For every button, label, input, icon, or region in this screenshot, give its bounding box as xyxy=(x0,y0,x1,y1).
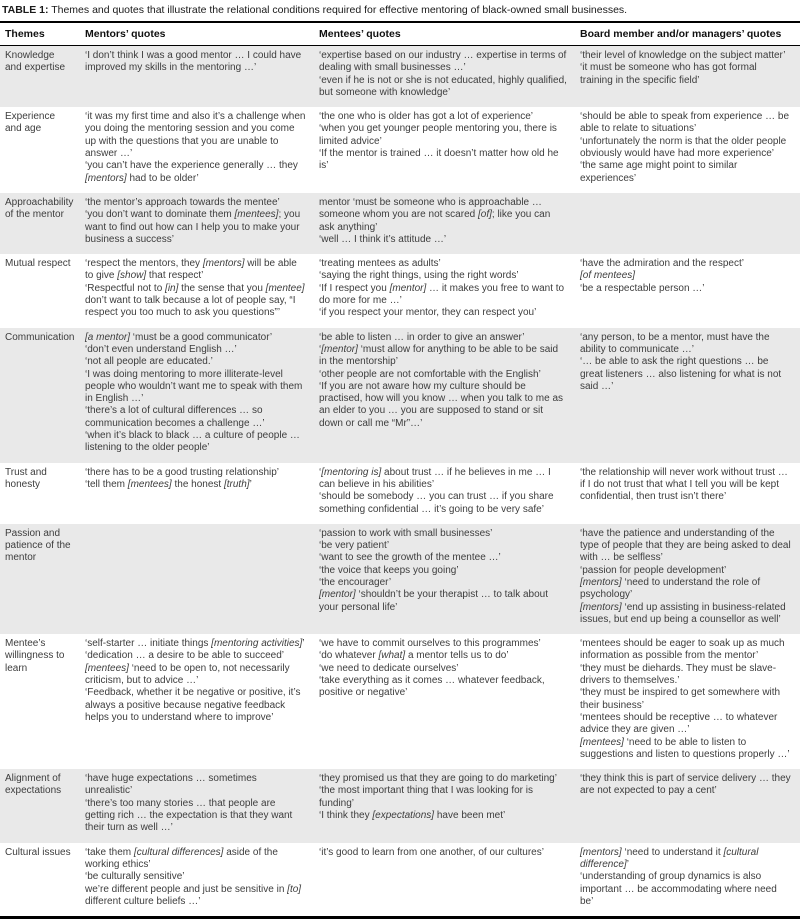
mentors-quotes-cell xyxy=(80,46,314,108)
mentors-quotes-cell xyxy=(80,634,314,769)
quote-line: ‘when you get younger people mentoring you, there is limited advice’ xyxy=(319,123,557,147)
table-row xyxy=(0,328,800,463)
quote-line: ‘the mentor’s approach towards the mentee’ xyxy=(85,196,280,208)
quote-line: ‘don’t even understand English …’ xyxy=(85,343,237,355)
quote-line: ‘it was my first time and also it’s a challenge when you doing the mentoring session and you come up with the questions that you are unable to answer …’ xyxy=(85,111,306,160)
theme-cell: Trust and honesty xyxy=(0,463,80,524)
quote-line: ‘when it’s black to black … a culture of people … listening to the older people’ xyxy=(85,430,300,454)
mentors-quotes-cell xyxy=(80,107,314,193)
quote-line: ‘have the patience and understanding of the type of people that they are being asked to deal with … be selfless’ xyxy=(580,527,791,564)
quote-line: ‘be culturally sensitive’ xyxy=(85,871,185,883)
quote-line: ‘take them [cultural differences] aside of the working ethics’ xyxy=(85,846,278,870)
quote-line: ‘expertise based on our industry … expertise in terms of dealing with small businesses …’ xyxy=(319,50,567,74)
quote-line: ‘have the admiration and the respect’ xyxy=(580,258,744,270)
board-quotes-cell xyxy=(575,254,800,327)
quote-line: ‘should be able to speak from experience … be able to relate to situations’ xyxy=(580,111,790,135)
table-row xyxy=(0,463,800,524)
quote-line: ‘Respectful not to [in] the sense that you [mentee] don’t want to talk because a lot of people say, “I respect you too much to ask you questions”’ xyxy=(85,282,305,319)
quote-line: ‘the relationship will never work without trust … if I do not trust that what I tell you will be kept confidential, then trust isn’t there’ xyxy=(580,466,788,503)
quote-line: we’re different people and just be sensitive in [to] different culture beliefs …’ xyxy=(85,883,302,907)
table-caption xyxy=(0,0,800,21)
mentees-quotes-cell xyxy=(314,769,575,842)
quote-line: [mentees] ‘need to be able to listen to suggestions and listen to questions properly …’ xyxy=(580,736,790,760)
mentees-quotes-cell xyxy=(314,46,575,108)
quote-line: ‘there’s a lot of cultural differences … so communication becomes a challenge …’ xyxy=(85,405,265,429)
theme-cell: Passion and patience of the mentor xyxy=(0,524,80,634)
table-row xyxy=(0,107,800,193)
quote-line: ‘[mentor] ‘must allow for anything to be able to be said in the mentorship’ xyxy=(319,343,559,368)
quote-line: ‘there has to be a good trusting relationship’ xyxy=(85,466,280,478)
mentors-quotes-cell xyxy=(80,254,314,327)
quote-line: ‘they must be inspired to get somewhere with their business’ xyxy=(580,687,781,711)
table-row xyxy=(0,843,800,918)
quote-line: ‘the encourager’ xyxy=(319,576,392,588)
quote-line: ‘mentees should be eager to soak up as much information as possible from the mentor’ xyxy=(580,638,785,662)
quote-line: ‘If I respect you [mentor] … it makes you free to want to do more for me …’ xyxy=(319,282,565,307)
quote-line: ‘their level of knowledge on the subject matter’ xyxy=(580,50,786,61)
quote-line: [mentors] ‘need to understand the role of psychology’ xyxy=(580,576,761,601)
quote-line: ‘you can’t have the experience generally … they [mentors] had to be older’ xyxy=(85,160,298,184)
table-body xyxy=(0,46,800,918)
quote-line: ‘… be able to ask the right questions … be great listeners … also listening for what is not said …’ xyxy=(580,356,782,392)
table-caption-label: TABLE 1: xyxy=(2,4,49,16)
mentees-quotes-cell xyxy=(314,524,575,634)
quote-line: ‘mentees should be receptive … to whatever advice they are given …’ xyxy=(580,711,778,736)
quote-line: ‘be a respectable person …’ xyxy=(580,282,705,294)
theme-cell: Cultural issues xyxy=(0,843,80,918)
theme-cell: Communication xyxy=(0,328,80,463)
board-quotes-cell xyxy=(575,634,800,769)
quote-line: ‘the most important thing that I was looking for is funding’ xyxy=(319,785,533,809)
quote-line: ‘understanding of group dynamics is also important … be accommodating where need be’ xyxy=(580,871,777,907)
quote-line: [mentors] ‘need to understand it [cultural difference]’ xyxy=(580,846,759,870)
table-row xyxy=(0,769,800,842)
column-header-board-manager-quotes: Board member and/or managers’ quotes xyxy=(575,22,800,46)
table-row xyxy=(0,634,800,769)
table-caption-text: Themes and quotes that illustrate the relational conditions required for effective mentoring of black-owned small businesses. xyxy=(51,4,628,16)
quote-line: ‘have huge expectations … sometimes unrealistic’ xyxy=(85,773,257,797)
mentors-quotes-cell xyxy=(80,193,314,254)
quote-line: ‘Feedback, whether it be negative or positive, it’s always a positive because negative feedback helps you to understand where to improve’ xyxy=(85,687,301,723)
quote-line: ‘want to see the growth of the mentee …’ xyxy=(319,552,501,564)
quote-line: mentor ‘must be someone who is approachable … someone whom you are not scared [of]; like you can ask anything’ xyxy=(319,196,551,233)
quote-line: ‘If you are not aware how my culture should be practised, how will you know … when you talk to me as an elder to you … you are supposed to stand or sit down or call me “Mr”…’ xyxy=(319,380,563,429)
mentees-quotes-cell xyxy=(314,463,575,524)
board-quotes-cell xyxy=(575,463,800,524)
mentors-quotes-cell xyxy=(80,463,314,524)
mentees-quotes-cell xyxy=(314,107,575,193)
quote-line: ‘not all people are educated.’ xyxy=(85,356,213,368)
quote-line: ‘be very patient’ xyxy=(319,540,390,552)
board-quotes-cell xyxy=(575,46,800,108)
quote-line: ‘the voice that keeps you going’ xyxy=(319,564,459,576)
column-header-themes: Themes xyxy=(0,22,80,46)
theme-cell: Experience and age xyxy=(0,107,80,193)
quote-line: ‘I was doing mentoring to more illiterate-level people who wouldn’t want me to speak with them in English …’ xyxy=(85,368,303,405)
quote-line: ‘well … I think it’s attitude …’ xyxy=(319,233,447,245)
quote-line: ‘it must be someone who has got formal training in the specific field’ xyxy=(580,62,757,86)
table-row xyxy=(0,254,800,327)
theme-cell: Approachability of the mentor xyxy=(0,193,80,254)
table-row xyxy=(0,524,800,634)
mentees-quotes-cell xyxy=(314,328,575,463)
column-header-mentors-quotes: Mentors’ quotes xyxy=(80,22,314,46)
mentors-quotes-cell xyxy=(80,843,314,918)
quote-line: ‘the one who is older has got a lot of experience’ xyxy=(319,111,534,123)
board-quotes-cell xyxy=(575,843,800,918)
quote-line: ‘we have to commit ourselves to this programmes’ xyxy=(319,638,541,650)
quote-line: ‘treating mentees as adults’ xyxy=(319,258,441,270)
quote-line: ‘if you respect your mentor, they can respect you’ xyxy=(319,307,537,319)
table-row xyxy=(0,193,800,254)
quote-line: ‘passion for people development’ xyxy=(580,564,727,576)
theme-cell: Alignment of expectations xyxy=(0,769,80,842)
quote-line: [mentees] ‘need to be open to, not necessarily criticism, but to advice …’ xyxy=(85,662,290,687)
board-quotes-cell xyxy=(575,328,800,463)
mentees-quotes-cell xyxy=(314,254,575,327)
board-quotes-cell xyxy=(575,107,800,193)
quote-line: [of mentees] xyxy=(580,270,636,282)
theme-cell: Mutual respect xyxy=(0,254,80,327)
quote-line: ‘tell them [mentees] the honest [truth]’ xyxy=(85,478,252,490)
quote-line: ‘saying the right things, using the right words’ xyxy=(319,270,519,282)
quote-line: ‘you don’t want to dominate them [mentees]; you want to find out how can I help you to make your business a success’ xyxy=(85,209,301,245)
quote-line: ‘we need to dedicate ourselves’ xyxy=(319,662,459,674)
quote-line: ‘take everything as it comes … whatever feedback, positive or negative’ xyxy=(319,675,545,699)
mentees-quotes-cell xyxy=(314,193,575,254)
quote-line: ‘unfortunately the norm is that the older people obviously would have had more experience’ xyxy=(580,135,787,160)
column-header-mentees-quotes: Mentees’ quotes xyxy=(314,22,575,46)
themes-quotes-table xyxy=(0,21,800,919)
table-header-row xyxy=(0,22,800,46)
mentees-quotes-cell xyxy=(314,843,575,918)
quote-line: ‘it’s good to learn from one another, of our cultures’ xyxy=(319,846,544,858)
mentees-quotes-cell xyxy=(314,634,575,769)
theme-cell: Mentee’s willingness to learn xyxy=(0,634,80,769)
quote-line: ‘self-starter … initiate things [mentoring activities]’ xyxy=(85,638,305,650)
mentors-quotes-cell xyxy=(80,328,314,463)
quote-line: ‘any person, to be a mentor, must have the ability to communicate …’ xyxy=(580,331,770,355)
quote-line: ‘dedication … a desire to be able to succeed’ xyxy=(85,650,285,662)
quote-line: [a mentor] ‘must be a good communicator’ xyxy=(85,331,273,343)
quote-line: [mentors] ‘end up assisting in business-related issues, but end up being a counsellor as well’ xyxy=(580,601,786,625)
quote-line: ‘there’s too many stories … that people are getting rich … the expectation is that they want their turn as well …’ xyxy=(85,797,293,834)
quote-line: [mentor] ‘shouldn’t be your therapist … to talk about your personal life’ xyxy=(319,589,549,613)
quote-line: ‘other people are not comfortable with the English’ xyxy=(319,368,541,380)
quote-line: ‘be able to listen … in order to give an answer’ xyxy=(319,331,525,343)
quote-line: ‘should be somebody … you can trust … if you share something confidential … it’s going to be very safe’ xyxy=(319,491,554,515)
quote-line: ‘If the mentor is trained … it doesn’t matter how old he is’ xyxy=(319,148,559,172)
quote-line: ‘[mentoring is] about trust … if he believes in me … I can believe in his abilities’ xyxy=(319,466,551,490)
quote-line: ‘do whatever [what] a mentor tells us to do’ xyxy=(319,650,509,662)
quote-line: ‘they must be diehards. They must be slave-drivers to themselves.’ xyxy=(580,662,777,687)
quote-line: ‘respect the mentors, they [mentors] will be able to give [show] that respect’ xyxy=(85,258,297,282)
quote-line: ‘they think this is part of service delivery … they are not expected to pay a cent’ xyxy=(580,773,791,797)
quote-line: ‘they promised us that they are going to do marketing’ xyxy=(319,773,557,785)
board-quotes-cell xyxy=(575,193,800,254)
quote-line: ‘the same age might point to similar experiences’ xyxy=(580,160,738,184)
board-quotes-cell xyxy=(575,524,800,634)
board-quotes-cell xyxy=(575,769,800,842)
mentors-quotes-cell xyxy=(80,769,314,842)
quote-line: ‘I think they [expectations] have been met’ xyxy=(319,810,506,822)
table-row xyxy=(0,46,800,108)
quote-line: ‘even if he is not or she is not educated, highly qualified, but someone with knowledge’ xyxy=(319,74,567,98)
quote-line: ‘I don’t think I was a good mentor … I could have improved my skills in the mentoring …’ xyxy=(85,50,302,74)
mentors-quotes-cell xyxy=(80,524,314,634)
quote-line: ‘passion to work with small businesses’ xyxy=(319,527,493,539)
theme-cell: Knowledge and expertise xyxy=(0,46,80,108)
